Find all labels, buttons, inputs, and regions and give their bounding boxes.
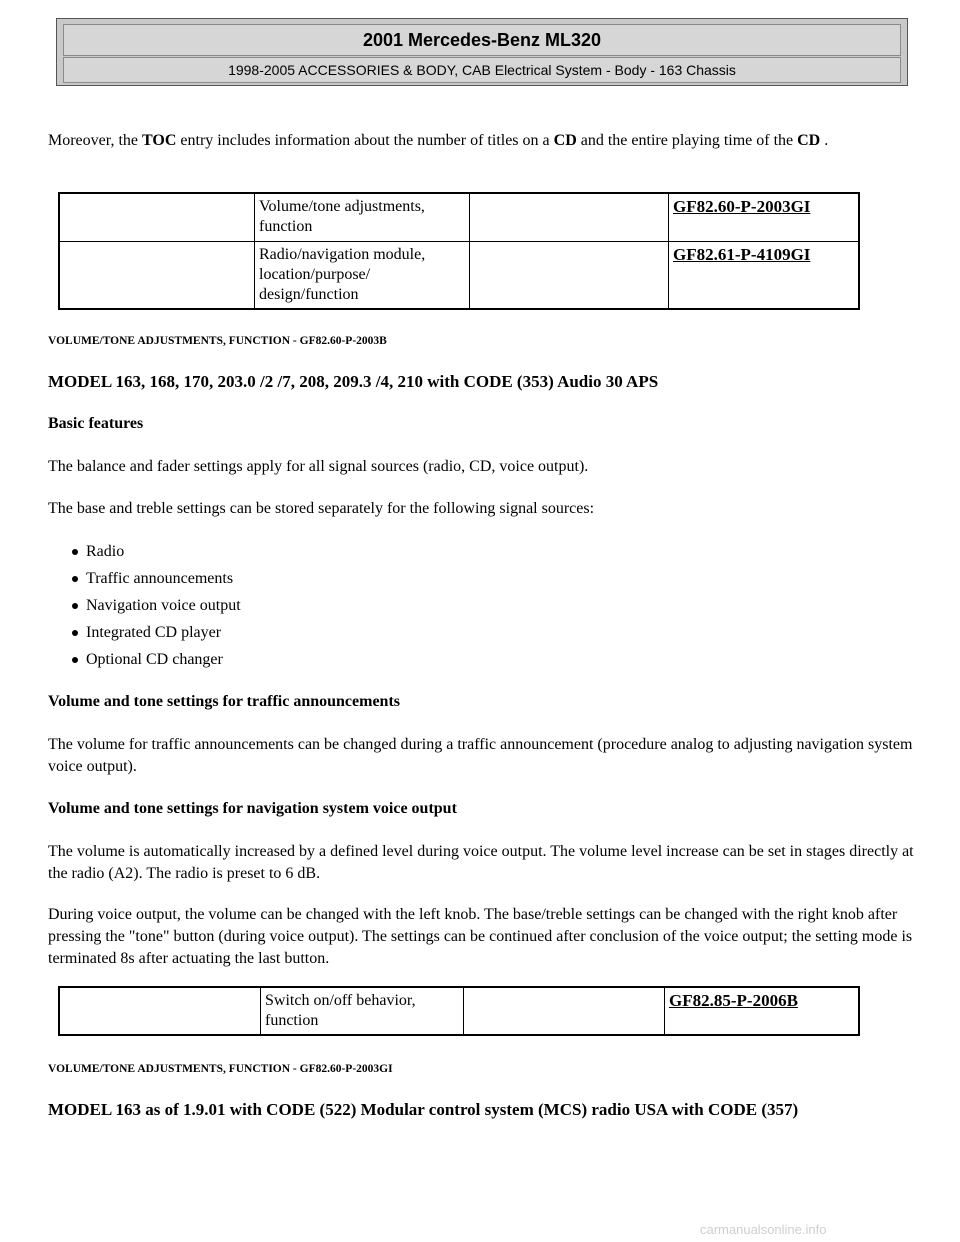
table-cell-empty: [470, 241, 669, 309]
intro-paragraph: [48, 130, 918, 152]
reference-link[interactable]: GF82.60-P-2003GI: [673, 197, 811, 216]
table-cell-empty: [59, 193, 255, 241]
intro-text-1: Moreover, the: [48, 132, 142, 149]
paragraph-navigation-1: The volume is automatically increased by a defined level during voice output. The volume level increase can be set in stages directly at the radio (A2). The radio is preset to 6 dB.: [48, 843, 914, 882]
reference-link[interactable]: GF82.85-P-2006B: [669, 991, 798, 1010]
table-row: [59, 193, 859, 241]
reference-table-1: [58, 192, 860, 310]
signal-source-list: [70, 541, 241, 676]
table-cell-code[interactable]: [665, 987, 860, 1035]
navigation-heading: Volume and tone settings for navigation system voice output: [48, 800, 457, 817]
list-item: Radio: [70, 541, 241, 568]
basic-features-heading: Basic features: [48, 415, 144, 432]
paragraph-navigation-2: During voice output, the volume can be changed with the left knob. The base/treble settings can be changed with the right knob after pressing the "tone" button (during voice output). The settings can be continued after conclusion of the voice output; the setting mode is terminated 8s after actuating the last button.: [48, 906, 913, 967]
table-row: [59, 241, 859, 309]
cd-term-2: CD: [797, 132, 821, 149]
intro-text-4: .: [820, 132, 829, 149]
toc-term: TOC: [142, 132, 177, 149]
table-cell-code[interactable]: [669, 241, 860, 309]
list-item: Navigation voice output: [70, 595, 241, 622]
page-header: [56, 18, 908, 86]
table-cell-empty: [59, 987, 261, 1035]
section-heading-1: VOLUME/TONE ADJUSTMENTS, FUNCTION - GF82.60-P-2003B: [48, 335, 387, 347]
list-item: Integrated CD player: [70, 622, 241, 649]
table-cell-code[interactable]: [669, 193, 860, 241]
paragraph-balance: The balance and fader settings apply for all signal sources (radio, CD, voice output).: [48, 458, 589, 475]
intro-text-3: and the entire playing time of the: [576, 132, 798, 149]
table-cell-label: Radio/navigation module, location/purpose/ design/function: [255, 241, 470, 309]
model-line-2: MODEL 163 as of 1.9.01 with CODE (522) Modular control system (MCS) radio USA with CODE (357): [48, 1100, 799, 1119]
header-title: 2001 Mercedes-Benz ML320: [63, 24, 901, 56]
header-subtitle: 1998-2005 ACCESSORIES & BODY, CAB Electrical System - Body - 163 Chassis: [63, 57, 901, 83]
table-cell-empty: [464, 987, 665, 1035]
list-item: Optional CD changer: [70, 649, 241, 676]
table-cell-label: Volume/tone adjustments, function: [255, 193, 470, 241]
paragraph-base-treble: The base and treble settings can be stored separately for the following signal sources:: [48, 500, 595, 517]
table-cell-empty: [59, 241, 255, 309]
intro-text-2: entry includes information about the number of titles on a: [176, 132, 554, 149]
table-cell-empty: [470, 193, 669, 241]
reference-link[interactable]: GF82.61-P-4109GI: [673, 244, 811, 264]
model-line-1: MODEL 163, 168, 170, 203.0 /2 /7, 208, 209.3 /4, 210 with CODE (353) Audio 30 APS: [48, 372, 659, 391]
site-watermark: carmanualsonline.info: [700, 1222, 827, 1237]
reference-table-2: [58, 986, 860, 1036]
cd-term-1: CD: [553, 132, 577, 149]
table-row: [59, 987, 859, 1035]
section-heading-2: VOLUME/TONE ADJUSTMENTS, FUNCTION - GF82.60-P-2003GI: [48, 1063, 393, 1075]
table-cell-label: Switch on/off behavior, function: [261, 987, 464, 1035]
traffic-heading: Volume and tone settings for traffic announcements: [48, 693, 400, 710]
paragraph-traffic: The volume for traffic announcements can be changed during a traffic announcement (procedure analog to adjusting navigation system voice output).: [48, 736, 913, 775]
list-item: Traffic announcements: [70, 568, 241, 595]
